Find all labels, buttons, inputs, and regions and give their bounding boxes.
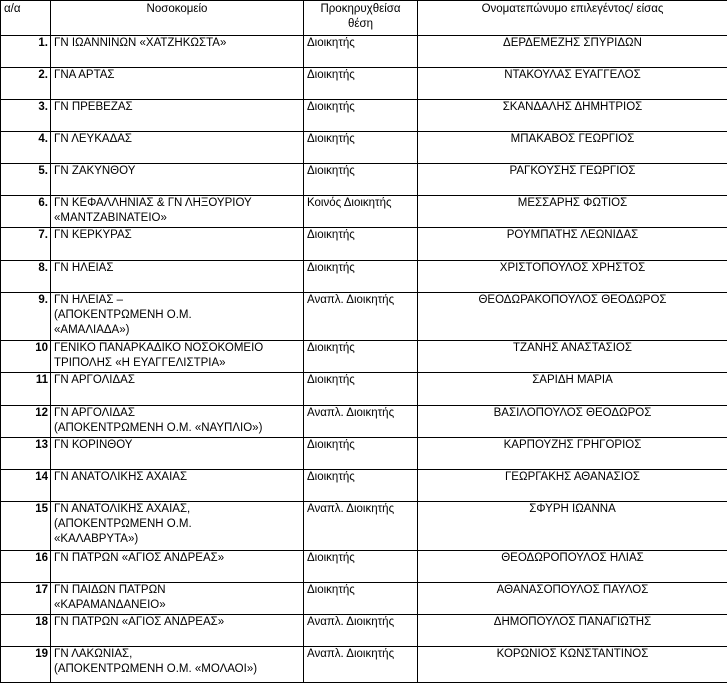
row-position [304, 68, 418, 100]
table-body [1, 36, 727, 683]
table-row [1, 293, 727, 341]
row-position [304, 373, 418, 406]
row-hospital-text: ΓΝ ΠΑΤΡΩΝ «ΑΓΙΟΣ ΑΝΔΡΕΑΣ» [54, 551, 300, 566]
row-hospital-text: ΓΝ ΠΑΙΔΩΝ ΠΑΤΡΩΝ «ΚΑΡΑΜΑΝΔΑΝΕΙΟ» [54, 583, 300, 613]
row-hospital [51, 293, 304, 341]
row-serial-number-text: 7. [4, 228, 48, 243]
row-hospital [51, 502, 304, 551]
row-position-text: Αναπλ. Διοικητής [307, 406, 414, 421]
table-row [1, 196, 727, 228]
row-hospital [51, 36, 304, 68]
row-serial-number-text: 18 [4, 615, 48, 630]
row-serial-number-text: 5. [4, 164, 48, 179]
row-selected-name [418, 341, 727, 373]
row-serial-number-text: 3. [4, 100, 48, 115]
row-hospital [51, 373, 304, 406]
row-selected-name [418, 132, 727, 164]
row-position [304, 341, 418, 373]
row-serial-number [1, 196, 51, 228]
row-serial-number-text: 19 [4, 647, 48, 662]
row-serial-number-text: 12 [4, 406, 48, 421]
header-hospital: Νοσοκομείο [51, 1, 304, 36]
table-row [1, 373, 727, 406]
row-selected-name-text: ΔΗΜΟΠΟΥΛΟΣ ΠΑΝΑΓΙΩΤΗΣ [421, 615, 724, 630]
row-position-text: Διοικητής [307, 68, 414, 83]
row-selected-name [418, 647, 727, 683]
row-selected-name [418, 100, 727, 132]
table-row [1, 502, 727, 551]
row-selected-name [418, 615, 727, 647]
row-position [304, 228, 418, 261]
row-selected-name-text: ΜΕΣΣΑΡΗΣ ΦΩΤΙΟΣ [421, 196, 724, 211]
table-row [1, 647, 727, 683]
row-position-text: Διοικητής [307, 164, 414, 179]
table-row [1, 615, 727, 647]
row-selected-name-text: ΤΖΑΝΗΣ ΑΝΑΣΤΑΣΙΟΣ [421, 341, 724, 356]
row-selected-name-text: ΚΑΡΠΟΥΖΗΣ ΓΡΗΓΟΡΙΟΣ [421, 438, 724, 453]
row-position-text: Διοικητής [307, 551, 414, 566]
row-position-text: Διοικητής [307, 373, 414, 388]
row-selected-name-text: ΘΕΟΔΩΡΑΚΟΠΟΥΛΟΣ ΘΕΟΔΩΡΟΣ [421, 293, 724, 308]
row-position [304, 438, 418, 470]
row-serial-number [1, 551, 51, 583]
row-hospital-text: ΓΝ ΑΡΓΟΛΙΔΑΣ [54, 373, 300, 388]
row-position [304, 132, 418, 164]
row-position [304, 293, 418, 341]
row-position-text: Διοικητής [307, 470, 414, 485]
row-hospital [51, 583, 304, 615]
row-hospital-text: ΓΝ ΛΑΚΩΝΙΑΣ, (ΑΠΟΚΕΝΤΡΩΜΕΝΗ Ο.Μ. «ΜΟΛΑΟΙ») [54, 647, 300, 677]
row-hospital [51, 164, 304, 196]
row-hospital [51, 68, 304, 100]
row-selected-name [418, 373, 727, 406]
row-serial-number [1, 68, 51, 100]
row-hospital-text: ΓΝ ΖΑΚΥΝΘΟΥ [54, 164, 300, 179]
row-hospital-text: ΓΝΑ ΑΡΤΑΣ [54, 68, 300, 83]
row-position-text: Διοικητής [307, 341, 414, 356]
table-row [1, 100, 727, 132]
table-row [1, 132, 727, 164]
row-position [304, 502, 418, 551]
row-serial-number-text: 16 [4, 551, 48, 566]
row-position [304, 583, 418, 615]
row-hospital-text: ΓΝ ΛΕΥΚΑΔΑΣ [54, 132, 300, 147]
row-serial-number-text: 15 [4, 502, 48, 517]
row-selected-name-text: ΚΟΡΩΝΙΟΣ ΚΩΝΣΤΑΝΤΙΝΟΣ [421, 647, 724, 662]
row-hospital [51, 647, 304, 683]
row-position-text: Αναπλ. Διοικητής [307, 293, 414, 308]
row-position [304, 196, 418, 228]
row-hospital [51, 551, 304, 583]
row-serial-number-text: 6. [4, 196, 48, 211]
row-hospital-text: ΓΝ ΑΝΑΤΟΛΙΚΗΣ ΑΧΑΙΑΣ, (ΑΠΟΚΕΝΤΡΩΜΕΝΗ Ο.Μ. «ΚΑΛΑΒΡΥΤΑ») [54, 502, 300, 547]
row-selected-name-text: ΧΡΙΣΤΟΠΟΥΛΟΣ ΧΡΗΣΤΟΣ [421, 261, 724, 276]
table-row [1, 551, 727, 583]
row-hospital [51, 132, 304, 164]
row-position [304, 100, 418, 132]
row-position-text: Αναπλ. Διοικητής [307, 647, 414, 662]
row-serial-number [1, 100, 51, 132]
row-selected-name [418, 438, 727, 470]
row-selected-name [418, 470, 727, 502]
row-selected-name-text: ΡΑΓΚΟΥΣΗΣ ΓΕΩΡΓΙΟΣ [421, 164, 724, 179]
header-serial-number: α/α [1, 1, 51, 36]
row-selected-name [418, 551, 727, 583]
row-position-text: Διοικητής [307, 261, 414, 276]
row-hospital-text: ΓΝ ΠΡΕΒΕΖΑΣ [54, 100, 300, 115]
row-position-text: Αναπλ. Διοικητής [307, 502, 414, 517]
row-position [304, 551, 418, 583]
row-selected-name [418, 36, 727, 68]
row-hospital-text: ΓΝ ΚΕΡΚΥΡΑΣ [54, 228, 300, 243]
row-serial-number [1, 132, 51, 164]
header-selected-name: Ονοματεπώνυμο επιλεγέντος/ είσας [418, 1, 727, 36]
row-serial-number [1, 502, 51, 551]
row-serial-number [1, 406, 51, 438]
row-serial-number [1, 341, 51, 373]
row-selected-name [418, 261, 727, 293]
table-row [1, 36, 727, 68]
row-hospital [51, 261, 304, 293]
row-position [304, 615, 418, 647]
row-position-text: Διοικητής [307, 438, 414, 453]
row-selected-name [418, 406, 727, 438]
row-serial-number-text: 13 [4, 438, 48, 453]
row-serial-number [1, 470, 51, 502]
row-selected-name [418, 228, 727, 261]
row-hospital [51, 228, 304, 261]
header-position: Προκηρυχθείσα θέση [304, 1, 418, 36]
row-serial-number [1, 583, 51, 615]
row-selected-name-text: ΘΕΟΔΩΡΟΠΟΥΛΟΣ ΗΛΙΑΣ [421, 551, 724, 566]
row-hospital-text: ΓΕΝΙΚΟ ΠΑΝΑΡΚΑΔΙΚΟ ΝΟΣΟΚΟΜΕΙΟ ΤΡΙΠΟΛΗΣ «Η ΕΥΑΓΓΕΛΙΣΤΡΙΑ» [54, 341, 300, 371]
row-hospital [51, 196, 304, 228]
row-serial-number [1, 438, 51, 470]
row-selected-name-text: ΡΟΥΜΠΑΤΗΣ ΛΕΩΝΙΔΑΣ [421, 228, 724, 243]
row-position [304, 647, 418, 683]
row-position-text: Διοικητής [307, 583, 414, 598]
row-hospital-text: ΓΝ ΑΡΓΟΛΙΔΑΣ (ΑΠΟΚΕΝΤΡΩΜΕΝΗ Ο.Μ. «ΝΑΥΠΛΙΟ») [54, 406, 300, 436]
row-position-text: Αναπλ. Διοικητής [307, 615, 414, 630]
row-serial-number-text: 14 [4, 470, 48, 485]
row-selected-name-text: ΣΚΑΝΔΑΛΗΣ ΔΗΜΗΤΡΙΟΣ [421, 100, 724, 115]
row-position-text: Διοικητής [307, 100, 414, 115]
row-serial-number [1, 261, 51, 293]
row-position [304, 36, 418, 68]
row-selected-name-text: ΓΕΩΡΓΑΚΗΣ ΑΘΑΝΑΣΙΟΣ [421, 470, 724, 485]
row-serial-number [1, 647, 51, 683]
row-hospital [51, 470, 304, 502]
row-position-text: Διοικητής [307, 132, 414, 147]
row-position-text: Κοινός Διοικητής [307, 196, 414, 211]
row-serial-number [1, 164, 51, 196]
row-selected-name [418, 68, 727, 100]
row-hospital-text: ΓΝ ΙΩΑΝΝΙΝΩΝ «ΧΑΤΖΗΚΩΣΤΑ» [54, 36, 300, 51]
row-selected-name [418, 164, 727, 196]
row-position [304, 164, 418, 196]
row-serial-number-text: 1. [4, 36, 48, 51]
row-selected-name [418, 583, 727, 615]
row-position-text: Διοικητής [307, 228, 414, 243]
row-position [304, 406, 418, 438]
row-serial-number [1, 293, 51, 341]
row-hospital [51, 615, 304, 647]
row-serial-number [1, 615, 51, 647]
row-hospital [51, 100, 304, 132]
table-row [1, 228, 727, 261]
row-serial-number [1, 373, 51, 406]
row-hospital-text: ΓΝ ΑΝΑΤΟΛΙΚΗΣ ΑΧΑΙΑΣ [54, 470, 300, 485]
row-selected-name [418, 502, 727, 551]
row-selected-name [418, 293, 727, 341]
row-serial-number-text: 10 [4, 341, 48, 356]
row-hospital [51, 341, 304, 373]
table-row [1, 164, 727, 196]
row-selected-name-text: ΒΑΣΙΛΟΠΟΥΛΟΣ ΘΕΟΔΩΡΟΣ [421, 406, 724, 421]
table-row [1, 583, 727, 615]
table-row [1, 470, 727, 502]
table-row [1, 261, 727, 293]
row-serial-number [1, 228, 51, 261]
row-serial-number-text: 9. [4, 293, 48, 308]
row-selected-name-text: ΑΘΑΝΑΣΟΠΟΥΛΟΣ ΠΑΥΛΟΣ [421, 583, 724, 598]
row-serial-number [1, 36, 51, 68]
row-serial-number-text: 8. [4, 261, 48, 276]
row-selected-name-text: ΔΕΡΔΕΜΕΖΗΣ ΣΠΥΡΙΔΩΝ [421, 36, 724, 51]
row-selected-name [418, 196, 727, 228]
row-position-text: Διοικητής [307, 36, 414, 51]
row-position [304, 470, 418, 502]
row-serial-number-text: 17 [4, 583, 48, 598]
row-selected-name-text: ΝΤΑΚΟΥΛΑΣ ΕΥΑΓΓΕΛΟΣ [421, 68, 724, 83]
row-selected-name-text: ΜΠΑΚΑΒΟΣ ΓΕΩΡΓΙΟΣ [421, 132, 724, 147]
row-hospital-text: ΓΝ ΚΕΦΑΛΛΗΝΙΑΣ & ΓΝ ΛΗΞΟΥΡΙΟΥ «ΜΑΝΤΖΑΒΙΝΑΤΕΙΟ» [54, 196, 300, 226]
row-selected-name-text: ΣΦΥΡΗ ΙΩΑΝΝΑ [421, 502, 724, 517]
table-row [1, 438, 727, 470]
row-hospital-text: ΓΝ ΗΛΕΙΑΣ [54, 261, 300, 276]
row-serial-number-text: 2. [4, 68, 48, 83]
table-row [1, 341, 727, 373]
table-row [1, 68, 727, 100]
row-position [304, 261, 418, 293]
table-header-row [1, 1, 727, 36]
row-serial-number-text: 11 [4, 373, 48, 388]
row-serial-number-text: 4. [4, 132, 48, 147]
row-selected-name-text: ΣΑΡΙΔΗ ΜΑΡΙΑ [421, 373, 724, 388]
row-hospital [51, 406, 304, 438]
row-hospital-text: ΓΝ ΚΟΡΙΝΘΟΥ [54, 438, 300, 453]
row-hospital [51, 438, 304, 470]
table-row [1, 406, 727, 438]
row-hospital-text: ΓΝ ΗΛΕΙΑΣ – (ΑΠΟΚΕΝΤΡΩΜΕΝΗ Ο.Μ. «ΑΜΑΛΙΑΔΑ») [54, 293, 300, 338]
row-hospital-text: ΓΝ ΠΑΤΡΩΝ «ΑΓΙΟΣ ΑΝΔΡΕΑΣ» [54, 615, 300, 630]
